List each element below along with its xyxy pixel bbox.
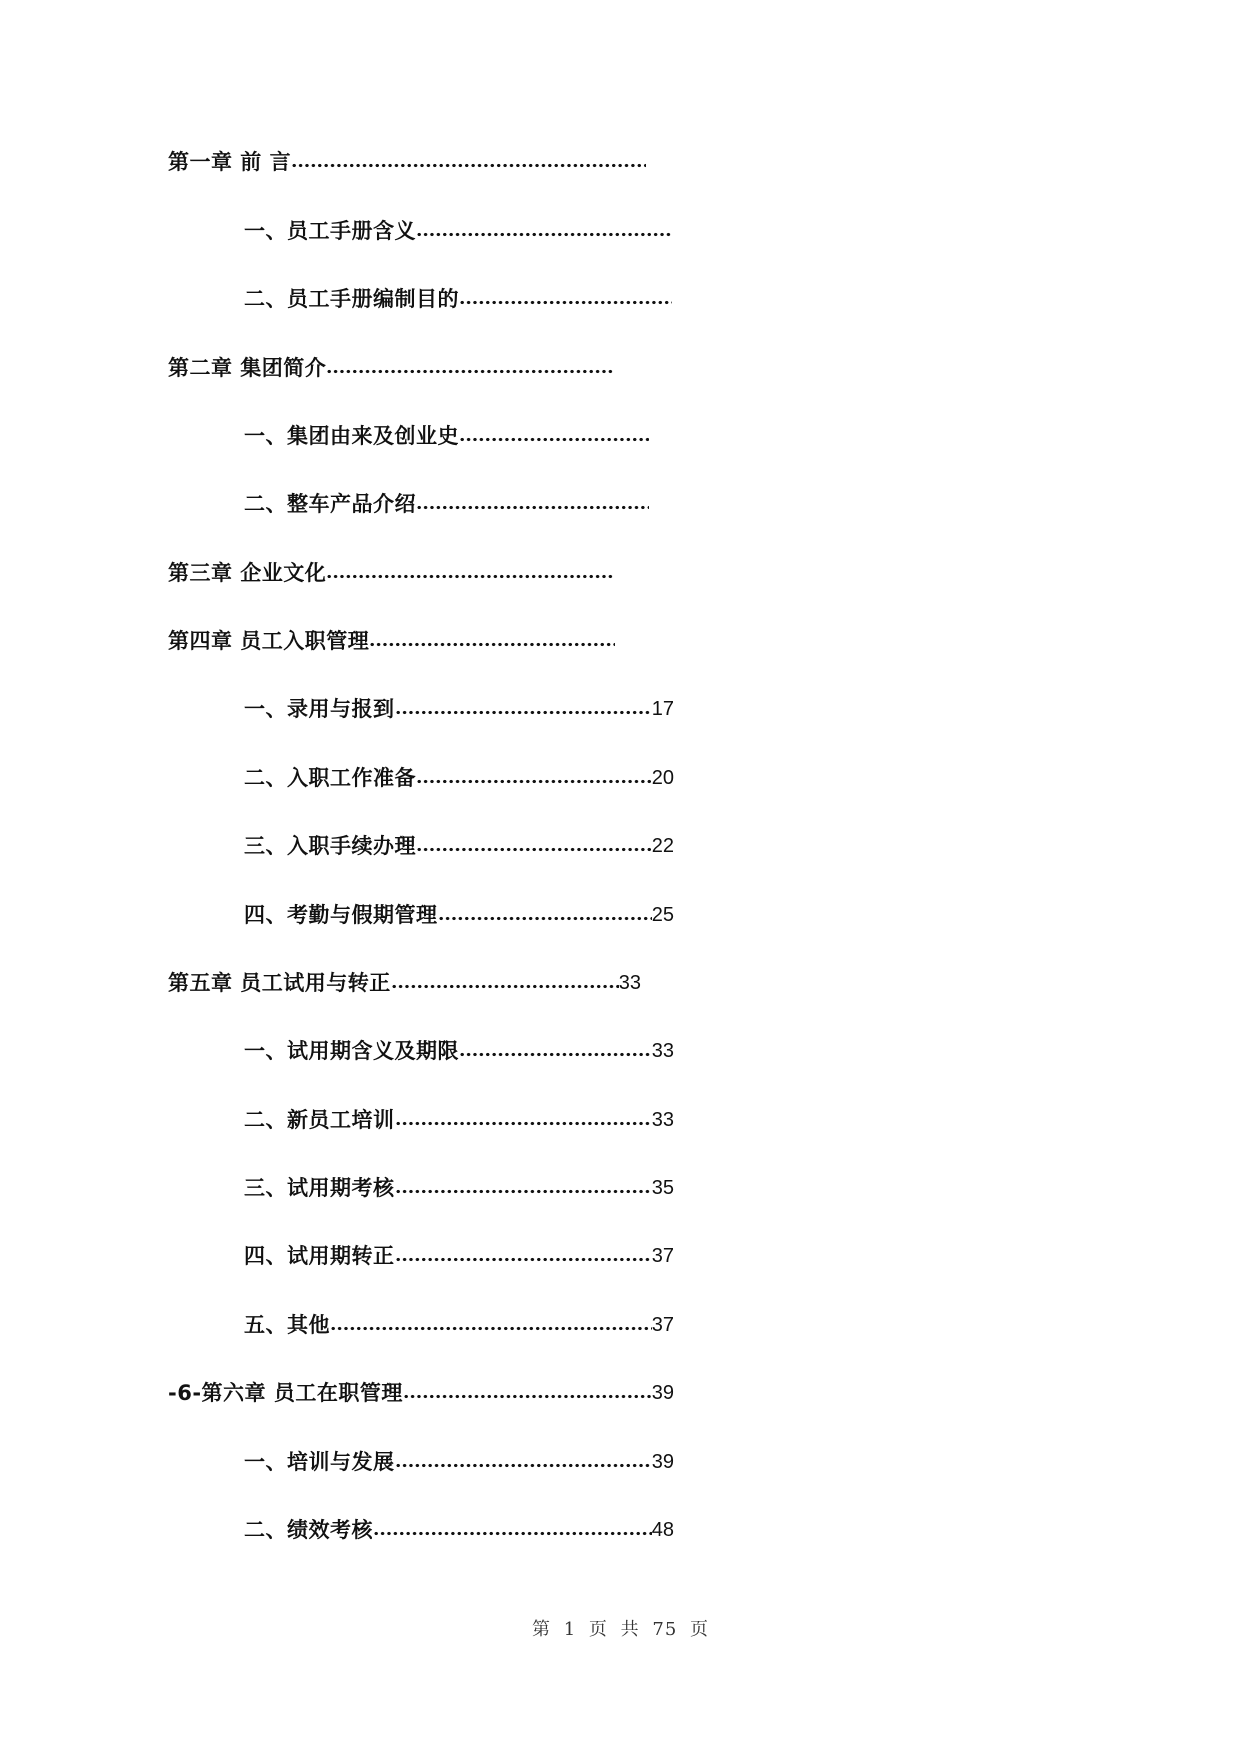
toc-entry-section[interactable] [244,1172,674,1204]
toc-entry-title: 四、考勤与假期管理 [244,903,438,927]
toc-entry-page: 22 [651,835,674,857]
page-footer [0,1615,1241,1641]
footer-total-unit: 页 [690,1619,710,1640]
dot-leader [459,300,672,305]
toc-entry-page: 33 [618,972,641,994]
dot-leader [326,369,615,374]
dot-leader [326,574,615,579]
footer-page-unit: 页 [588,1619,608,1640]
toc-entry-section[interactable] [244,762,674,794]
dot-leader [395,710,652,715]
toc-entry-section[interactable] [244,1514,674,1546]
dot-leader [403,1394,652,1399]
dot-leader [330,1326,652,1331]
toc-entry-page: 48 [651,1519,674,1541]
toc-entry-page: 39 [651,1382,674,1404]
toc-entry-section[interactable] [244,215,672,247]
toc-entry-title: 第四章 员工入职管理 [168,629,370,653]
toc-entry-title: 三、试用期考核 [244,1176,395,1200]
toc-entry-chapter-4[interactable] [168,625,615,657]
toc-entry-title: 一、录用与报到 [244,697,395,721]
dot-leader [459,437,649,442]
toc-entry-section[interactable] [244,283,672,315]
toc-entry-section[interactable] [244,899,674,931]
toc-entry-title: 二、入职工作准备 [244,766,416,790]
toc-entry-title: 四、试用期转正 [244,1244,395,1268]
footer-total-pages: 75 [652,1619,678,1640]
dot-leader [395,1257,652,1262]
toc-entry-title: 五、其他 [244,1313,330,1337]
dot-leader [416,505,649,510]
toc-entry-title: 二、整车产品介绍 [244,492,416,516]
toc-entry-section[interactable] [244,420,649,452]
toc-entry-section[interactable] [244,1240,674,1272]
toc-entry-title: 第一章 前 言 [168,150,292,174]
dot-leader [416,232,672,237]
toc-entry-title: 第五章 员工试用与转正 [168,971,391,995]
toc-entry-section[interactable] [244,488,649,520]
toc-entry-page: 25 [651,904,674,926]
toc-entry-section[interactable] [244,693,674,725]
toc-entry-page: 17 [651,698,674,720]
dot-leader [416,779,652,784]
toc-entry-chapter-1[interactable] [168,146,646,178]
toc-entry-title: 一、集团由来及创业史 [244,424,459,448]
toc-entry-chapter-3[interactable] [168,557,615,589]
toc-entry-section[interactable] [244,1104,674,1136]
toc-entry-section[interactable] [244,1035,674,1067]
toc-entry-page: 37 [651,1245,674,1267]
toc-entry-chapter-2[interactable] [168,352,615,384]
dot-leader [391,984,619,989]
toc-entry-title: 一、培训与发展 [244,1450,395,1474]
toc-entry-page: 37 [651,1314,674,1336]
toc-entry-page: 33 [651,1040,674,1062]
footer-total-prefix: 共 [620,1619,640,1640]
footer-current-page: 1 [563,1619,577,1640]
toc-entry-page: 39 [651,1451,674,1473]
toc-entry-page: 20 [651,767,674,789]
footer-prefix: 第 [531,1619,551,1640]
toc-entry-chapter-5[interactable] [168,967,641,999]
dot-leader [395,1121,652,1126]
toc-entry-chapter-6[interactable] [168,1377,674,1409]
dot-leader [395,1189,652,1194]
dot-leader [373,1531,652,1536]
dot-leader [416,847,652,852]
dot-leader [459,1052,652,1057]
dot-leader [395,1463,652,1468]
toc-entry-title: 二、绩效考核 [244,1518,373,1542]
toc-entry-title: 一、试用期含义及期限 [244,1039,459,1063]
toc-entry-title: 三、入职手续办理 [244,834,416,858]
dot-leader [438,916,652,921]
toc-entry-title: 第二章 集团简介 [168,356,327,380]
dot-leader [291,163,646,168]
toc-entry-title: 二、员工手册编制目的 [244,287,459,311]
toc-entry-section[interactable] [244,830,674,862]
toc-entry-title: 二、新员工培训 [244,1108,395,1132]
toc-entry-title: 第三章 企业文化 [168,561,327,585]
dot-leader [369,642,615,647]
toc-entry-page: 35 [651,1177,674,1199]
toc-entry-section[interactable] [244,1446,674,1478]
toc-entry-title: -6-第六章 员工在职管理 [168,1381,403,1405]
toc-entry-page: 33 [651,1109,674,1131]
toc-entry-title: 一、员工手册含义 [244,219,416,243]
toc-entry-section[interactable] [244,1309,674,1341]
